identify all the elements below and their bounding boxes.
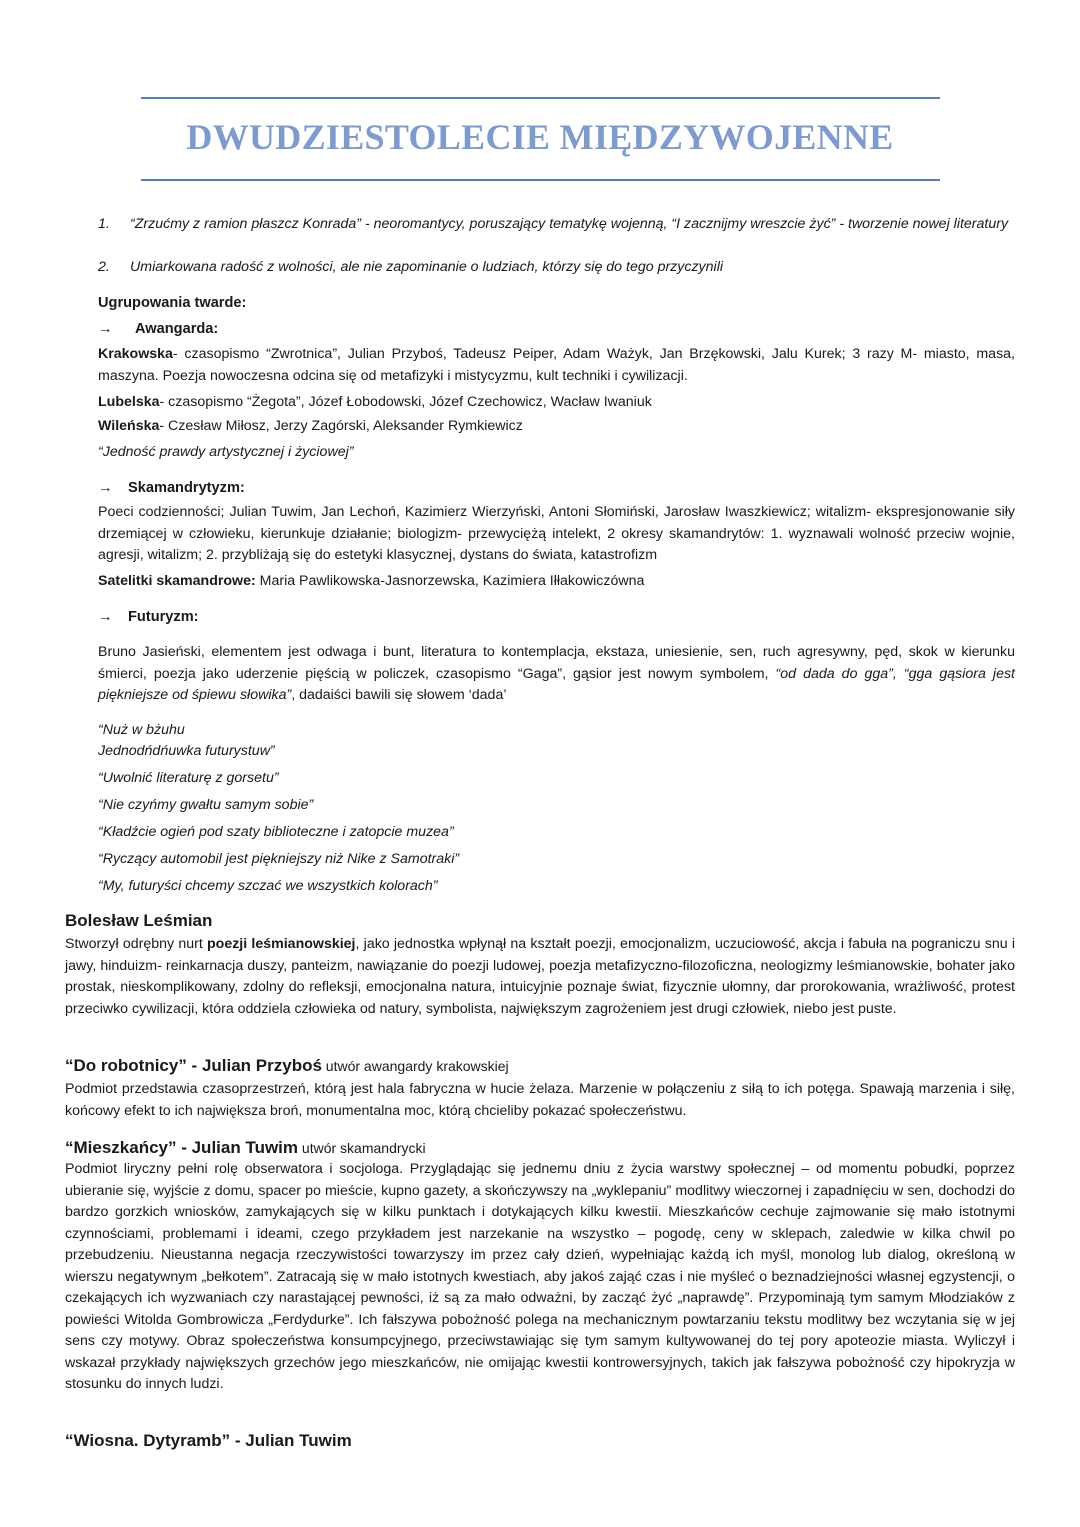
arrow-icon: → — [98, 480, 113, 496]
avangarda-quote: “Jedność prawdy artystycznej i życiowej” — [98, 444, 354, 460]
skamandryci-heading-label: Skamandrytyzm: — [128, 480, 245, 496]
wiosna-heading: “Wiosna. Dytyramb” - Julian Tuwim — [65, 1431, 352, 1450]
lubelska-label: Lubelska — [98, 394, 160, 410]
arrow-icon: → — [98, 321, 113, 337]
futuryzm-heading — [98, 609, 199, 625]
intro-item-1: “Zrzućmy z ramion płaszcz Konrada” - neoromantycy, poruszający tematykę wojenną, “I zacznijmy wreszcie żyć” - tworzenie nowej literatury — [130, 216, 1009, 232]
lubelska-paragraph — [98, 392, 1015, 414]
intro-number-2: 2. — [98, 259, 110, 275]
krakowska-text: - czasopismo “Zwrotnica”, Julian Przyboś, Tadeusz Peiper, Adam Ważyk, Jan Brzękowski, Jalu Kurek; 3 razy M- miasto, masa, maszyna. Poezja nowoczesna odcina się od metafizyki i mistycyzmu, kult techniki i cywilizacji. — [98, 346, 1015, 384]
avangarda-heading-label: Awangarda: — [135, 321, 219, 337]
mieszkancy-text: Podmiot liryczny pełni rolę obserwatora i socjologa. Przyglądając się jednemu dniu z życia warstwy społecznej – od momentu pobudki, poprzez ubieranie się, wyjście z domu, spacer po mieście, kupno gazety, a skończywszy na „wyklepaniu” modlitwy wieczornej i zapadnięciu w sen, dochodzi do bardzo gorzkich wniosków, zamykających się w kilku punktach i dotykających kilku kwestii. Mieszkańców cechuje zajmowanie się mało istotnymi czynnościami, problemami i ideami, czego przykładem jest narzekanie na wszystko – pogodę, ceny w sklepach, zaledwie w kilka chwil po przebudzeniu. Nieustanna negacja rzeczywistości towarzyszy im przez cały dzień, wypełniając każdą ich myśl, monolog lub dialog, określoną w wierszu negatywnym „bełkotem”. Zatracają się w mało istotnych kwestiach, aby jakoś zająć czas i nie myśleć o beznadziejności własnej egzystencji, o czekających ich wyzwaniach czy narastającej pewności, iż są za mało odważni, by zacząć żyć „naprawdę”. Przypominają tym samym Młodziaków z powieści Witolda Gombrowicza „Ferdydurke”. Ich fałszywa pobożność polega na mechanicznym powtarzaniu tekstu modlitwy bez wczytania się w jej sens czy motywy. Obraz społeczeństwa konsumpcyjnego, przeciwstawiając się tym samym kultywowanej do tej pory apoteozie miasta. Wyliczył i wskazał przykłady największych grzechów jego mieszkańców, nie omijając kwestii kontrowersyjnych, takich jak fałszywa pobożność czy hipokryzja w stosunku do innych ludzi. — [65, 1161, 1015, 1392]
intro-item-2: Umiarkowana radość z wolności, ale nie zapominanie o ludziach, którzy się do tego przyczynili — [130, 259, 724, 275]
futuryzm-text-a: Bruno Jasieński, elementem jest odwaga i bunt, literatura to kontemplacja, ekstaza, uniesienie, sen, ruch agresywny, pęd, skok w kierunku śmierci, poezja jako uderzenie pięścią w policzek, czasopismo “Gaga”, gąsior jest nowym symbolem, — [98, 644, 1015, 682]
arrow-icon: → — [98, 609, 113, 625]
robotnicy-text: Podmiot przedstawia czasoprzestrzeń, którą jest hala fabryczna w hucie żelaza. Marzenie w połączeniu z siłą to ich potęga. Spawają marzenia i siłę, końcowy efekt to ich największa broń, monumentalna moc, którą chcieliby pokazać społeczeństwu. — [65, 1081, 1015, 1119]
krakowska-label: Krakowska — [98, 346, 173, 362]
futuryzm-quote: Jednodńdńuwka futurystuw” — [98, 743, 275, 759]
lesmian-text-bold: poezji leśmianowskiej — [206, 936, 356, 952]
satellites-label: Satelitki skamandrowe: — [98, 573, 256, 589]
intro-number-1: 1. — [98, 216, 110, 232]
avangarda-heading — [98, 321, 218, 337]
mieszkancy-heading-title: “Mieszkańcy” - Julian Tuwim — [65, 1138, 299, 1157]
robotnicy-heading-title: “Do robotnicy” - Julian Przyboś — [65, 1056, 322, 1075]
futuryzm-quote: “Uwolnić literaturę z gorsetu” — [98, 770, 279, 786]
wilenska-text: - Czesław Miłosz, Jerzy Zagórski, Aleksander Rymkiewicz — [159, 418, 523, 434]
lesmian-paragraph — [65, 934, 1015, 1020]
krakowska-paragraph — [98, 344, 1015, 387]
futuryzm-text-b: “od dada do gga”, “gga gąsiora jest piękniejsze od śpiewu słowika” — [98, 665, 1015, 703]
futuryzm-quote: “Nie czyńmy gwałtu samym sobie” — [98, 797, 314, 813]
futuryzm-quote: “My, futuryści chcemy szczać we wszystkich kolorach” — [98, 878, 438, 894]
mieszkancy-heading-sub: utwór skamandrycki — [298, 1140, 426, 1156]
skamandryci-text: Poeci codzienności; Julian Tuwim, Jan Lechoń, Kazimierz Wierzyński, Antoni Słomiński, Jarosław Iwaszkiewicz; witalizm- ekspresjonowanie siły drzemiącej w człowieku, kierunkuje działanie; biologizm- przewyciężą intelekt, 2 okresy skamandrytów: 1. wyznawali wolność przeciw wojnie, agresji, witalizm; 2. przybliżają się do estetyki klasycznej, dystans do świata, katastrofizm — [98, 504, 1015, 563]
lubelska-text: - czasopismo “Żegota”, Józef Łobodowski, Józef Czechowicz, Wacław Iwaniuk — [159, 394, 652, 410]
satellites-text: Maria Pawlikowska-Jasnorzewska, Kazimiera Iłłakowiczówna — [255, 573, 645, 589]
futuryzm-quote: “Kładźcie ogień pod szaty biblioteczne i zatopcie muzea” — [98, 824, 454, 840]
mieszkancy-heading — [65, 1138, 426, 1158]
lesmian-text-a: Stworzył odrębny nurt — [65, 936, 207, 952]
title-rule-top — [141, 97, 940, 99]
futuryzm-heading-label: Futuryzm: — [128, 609, 199, 625]
groups-heading: Ugrupowania twarde: — [98, 295, 247, 311]
lesmian-heading: Bolesław Leśmian — [65, 911, 213, 930]
lesmian-text-b: , jako jednostka wpłynął na kształt poezji, emocjonalizm, uczuciowość, akcja i fabuła na pograniczu snu i jawy, hinduizm- reinkarnacja duszy, panteizm, nawiązanie do poezji ludowej, poezja metafizyczno-filozoficzna, neologizmy leśmianowskie, bohater jako prostak, nieskomplikowany, zdolny do refleksji, emocjonalna natura, intuicyjnie poznaje świat, fizycznie ułomny, dar prorokowania, wrażliwość, protest przeciwko cywilizacji, która oddziela człowieka od natury, symbolista, największym zagrożeniem jest drugi człowiek, niebo jest puste. — [65, 936, 1015, 1017]
robotnicy-heading — [65, 1056, 509, 1076]
futuryzm-paragraph — [98, 642, 1015, 707]
skamandryci-heading — [98, 480, 245, 496]
title-rule-bottom — [141, 179, 940, 181]
futuryzm-text-c: , dadaiści bawili się słowem ‘dada’ — [291, 687, 507, 703]
robotnicy-heading-sub: utwór awangardy krakowskiej — [321, 1058, 509, 1074]
page-title: DWUDZIESTOLECIE MIĘDZYWOJENNE — [186, 117, 894, 157]
futuryzm-quote: “Ryczący automobil jest piękniejszy niż Nike z Samotraki” — [98, 851, 460, 867]
wilenska-paragraph — [98, 416, 1015, 438]
satellites-paragraph — [98, 571, 1015, 593]
futuryzm-quote: “Nuż w bżuhu — [98, 722, 185, 738]
wilenska-label: Wileńska — [98, 418, 160, 434]
